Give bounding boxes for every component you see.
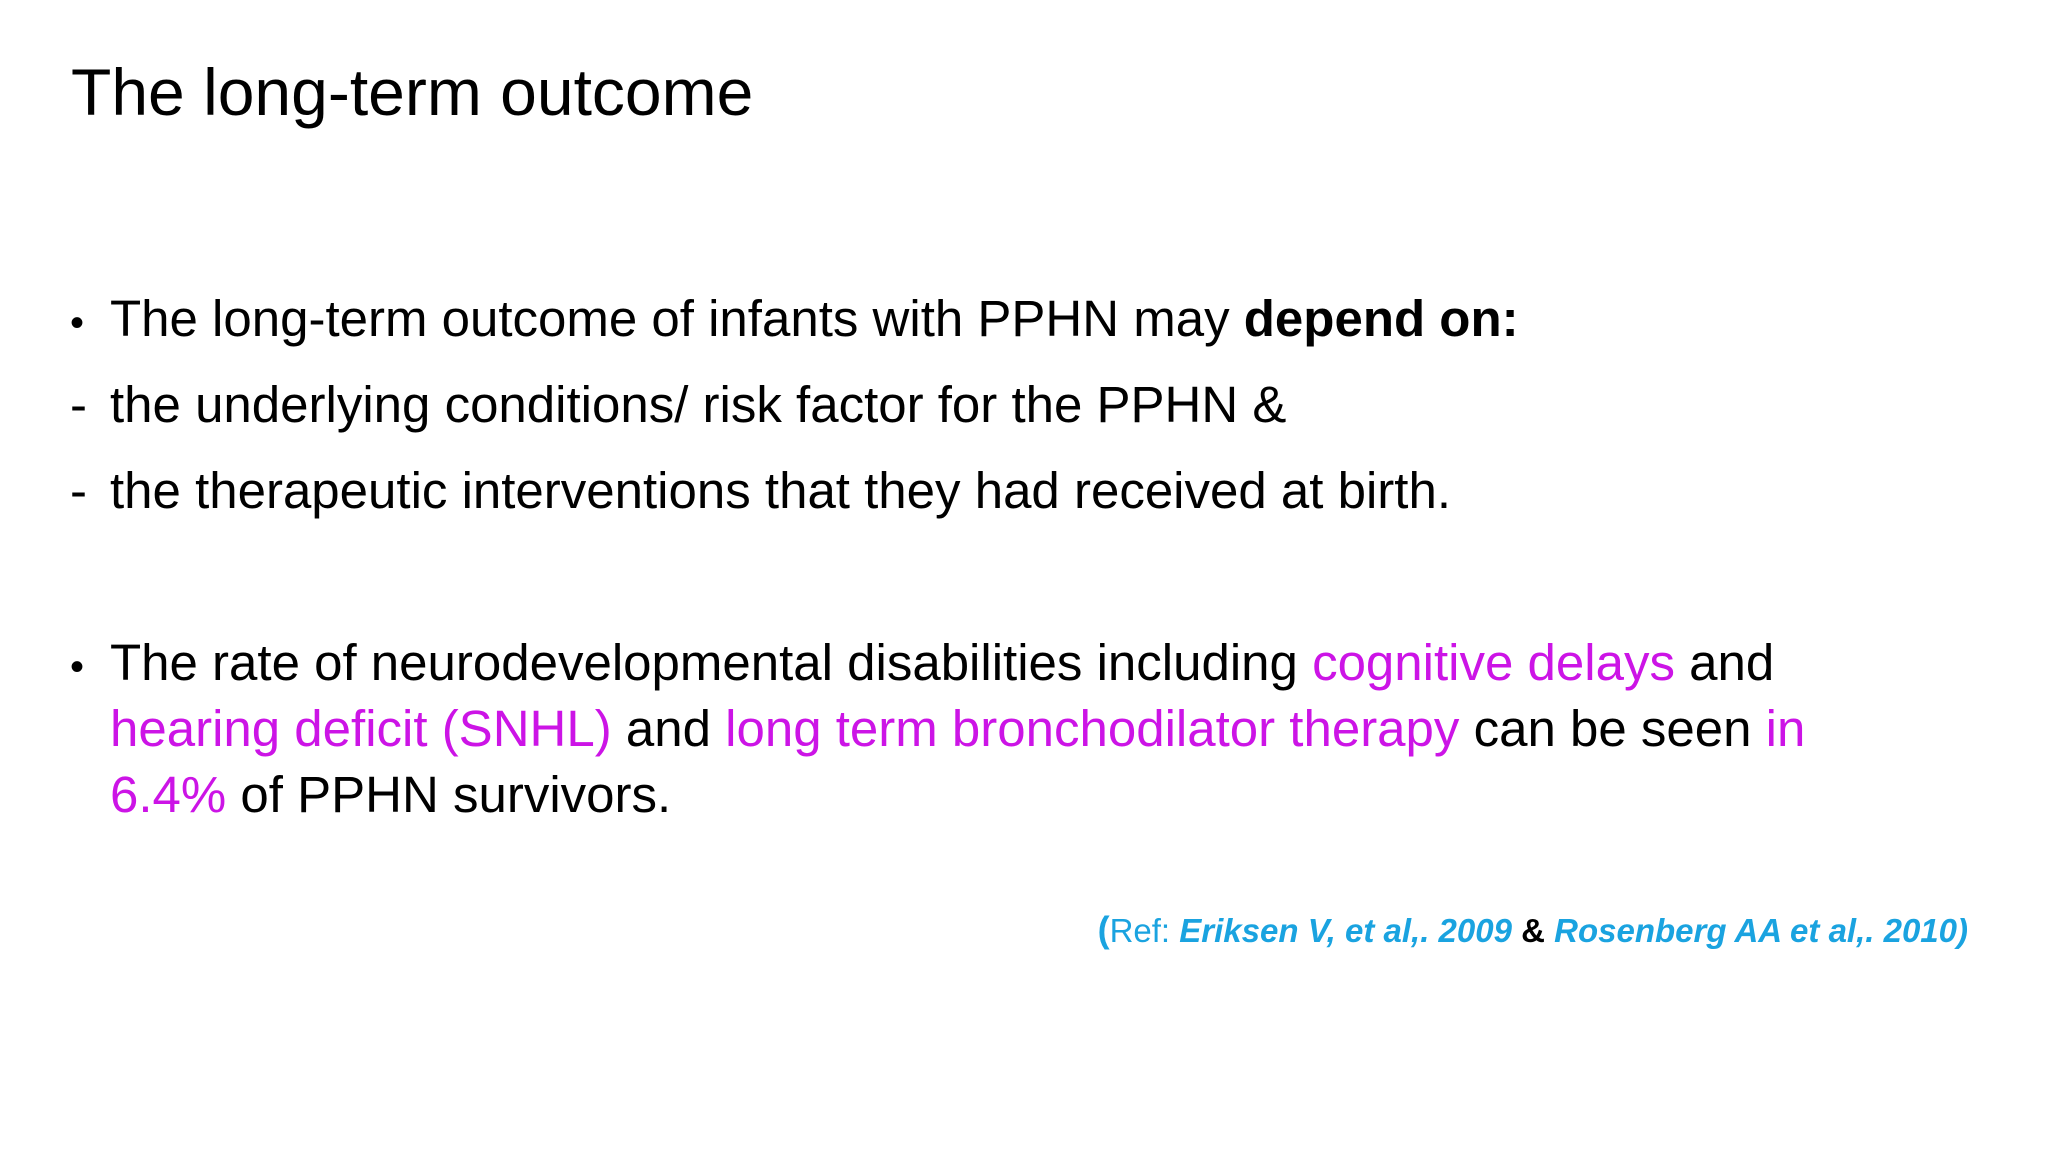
text-run: can be seen bbox=[1459, 700, 1766, 757]
bullet-1-lead: The long-term outcome of infants with PPHN may bbox=[110, 290, 1244, 347]
slide-title: The long-term outcome bbox=[71, 55, 754, 129]
dash-marker: - bbox=[70, 462, 87, 519]
reference-prefix: Ref: bbox=[1109, 912, 1180, 949]
bullet-1-text bbox=[110, 286, 1519, 352]
highlight-bronchodilator-therapy: long term bronchodilator therapy bbox=[725, 700, 1460, 757]
dash-item-interventions: the therapeutic interventions that they had received at birth. bbox=[110, 462, 1451, 519]
reference-eriksen: Eriksen V, et al,. 2009 bbox=[1179, 912, 1512, 949]
bullet-marker: • bbox=[70, 645, 85, 689]
reference-ampersand: & bbox=[1511, 912, 1555, 949]
text-run: The rate of neurodevelopmental disabilities including bbox=[110, 634, 1313, 691]
dash-item-conditions: the underlying conditions/ risk factor for the PPHN & bbox=[110, 376, 1287, 433]
bullet-1-emphasis: depend on: bbox=[1243, 290, 1519, 347]
text-run: and bbox=[611, 700, 726, 757]
bullet-2-line-2 bbox=[110, 696, 2010, 762]
highlight-hearing-deficit: hearing deficit (SNHL) bbox=[110, 700, 612, 757]
reference-citation bbox=[1098, 910, 1968, 951]
highlight-cognitive-delays: cognitive delays bbox=[1312, 634, 1675, 691]
bullet-2-text bbox=[110, 630, 2010, 828]
reference-rosenberg: Rosenberg AA et al,. 2010) bbox=[1554, 912, 1968, 949]
bullet-2-line-1 bbox=[110, 630, 2010, 696]
bullet-2-line-3 bbox=[110, 762, 2010, 828]
text-run: and bbox=[1674, 634, 1775, 691]
highlight-percentage: 6.4% bbox=[110, 766, 227, 823]
reference-open-paren: ( bbox=[1097, 909, 1110, 950]
bullet-marker: • bbox=[70, 301, 85, 345]
highlight-in: in bbox=[1765, 700, 1806, 757]
text-run: of PPHN survivors. bbox=[226, 766, 672, 823]
dash-marker: - bbox=[70, 376, 87, 433]
